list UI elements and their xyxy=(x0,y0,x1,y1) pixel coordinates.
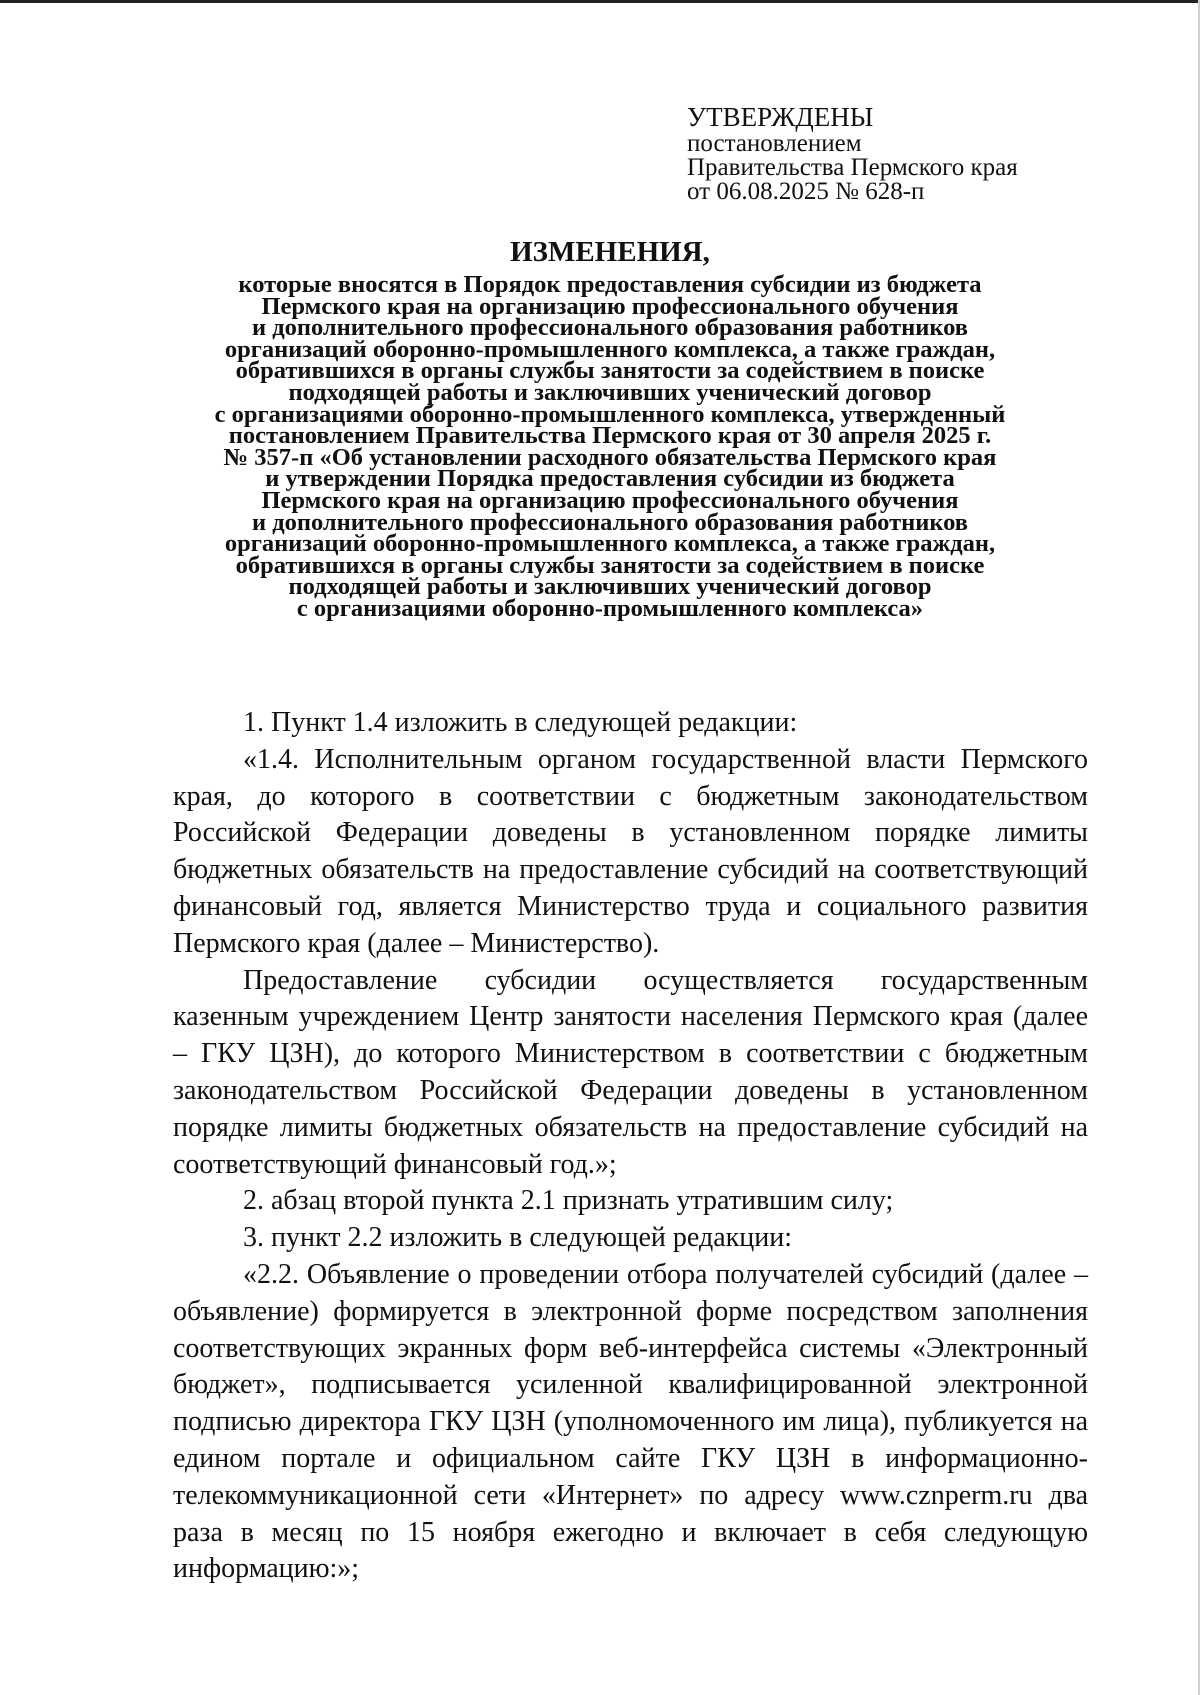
subtitle-line: № 357-п «Об установлении расходного обязательства Пермского края xyxy=(223,443,997,471)
subtitle-line: обратившихся в органы службы занятости за содействием в поиске xyxy=(235,357,985,385)
subtitle-line: обратившихся в органы службы занятости за содействием в поиске xyxy=(235,551,985,579)
subtitle-line: с организациями оборонно-промышленного комплекса» xyxy=(296,594,924,622)
paragraph-clause-2-2: «2.2. Объявление о проведении отбора получателей субсидий (далее – объявление) формируется в электронной форме посредством заполнения соответствующих экранных форм веб-интерфейса системы «Электронный бюджет», подписывается усиленной квалифицированной электронной подписью директора ГКУ ЦЗН (уполномоченного им лица), публикуется на едином портале и официальном сайте ГКУ ЦЗН в информационно-телекоммуникационной сети «Интернет» по адресу www.cznperm.ru два раза в месяц по 15 ноября ежегодно и включает в себя следующую информацию:»; xyxy=(173,1258,1088,1585)
document-title: ИЗМЕНЕНИЯ, xyxy=(510,236,710,268)
approval-line: от 06.08.2025 № 628-п xyxy=(687,178,925,205)
subtitle-line: Пермского края на организацию профессионального обучения xyxy=(261,486,959,514)
document-subtitle xyxy=(150,271,1070,622)
scan-top-edge xyxy=(0,0,1200,3)
subtitle-line: организаций оборонно-промышленного комплекса, а также граждан, xyxy=(224,530,996,558)
approval-line: постановлением xyxy=(687,130,862,157)
paragraph-clause-1-4: «1.4. Исполнительным органом государственной власти Пермского края, до которого в соответствии с бюджетным законодательством Российской Федерации доведены в установленном порядке лимиты бюджетных обязательств на предоставление субсидий на соответствующий финансовый год, является Министерство труда и социального развития Пермского края (далее – Министерство). xyxy=(173,743,1088,959)
document-body xyxy=(173,705,1088,1588)
paragraph-item-2: 2. абзац второй пункта 2.1 признать утратившим силу; xyxy=(243,1185,894,1217)
paragraph-subsidy-provision: Предоставление субсидии осуществляется государственным казенным учреждением Центр занятости населения Пермского края (далее – ГКУ ЦЗН), до которого Министерством в соответствии с бюджетным законодательством Российской Федерации доведены в установленном порядке лимиты бюджетных обязательств на предоставление субсидий на соответствующий финансовый год.»; xyxy=(173,964,1088,1180)
approval-line: Правительства Пермского края xyxy=(687,154,1018,181)
subtitle-line: Пермского края на организацию профессионального обучения xyxy=(261,292,959,320)
subtitle-line: с организациями оборонно-промышленного комплекса, утвержденный xyxy=(214,400,1006,428)
subtitle-line: которые вносятся в Порядок предоставления субсидии из бюджета xyxy=(238,271,982,298)
subtitle-line: подходящей работы и заключивших ученический договор xyxy=(288,573,932,601)
subtitle-line: и дополнительного профессионального образования работников xyxy=(251,314,968,342)
subtitle-line: и утверждении Порядка предоставления субсидии из бюджета xyxy=(265,465,955,493)
paragraph-item-3: 3. пункт 2.2 изложить в следующей редакции: xyxy=(243,1222,792,1254)
approval-block xyxy=(687,103,1018,204)
approval-title: УТВЕРЖДЕНЫ xyxy=(687,102,874,132)
subtitle-line: и дополнительного профессионального образования работников xyxy=(251,508,968,536)
subtitle-line: организаций оборонно-промышленного комплекса, а также граждан, xyxy=(224,335,996,363)
paragraph-item-1: 1. Пункт 1.4 изложить в следующей редакции: xyxy=(243,707,798,738)
subtitle-line: постановлением Правительства Пермского края от 30 апреля 2025 г. xyxy=(228,422,992,450)
subtitle-line: подходящей работы и заключивших ученический договор xyxy=(288,378,932,406)
